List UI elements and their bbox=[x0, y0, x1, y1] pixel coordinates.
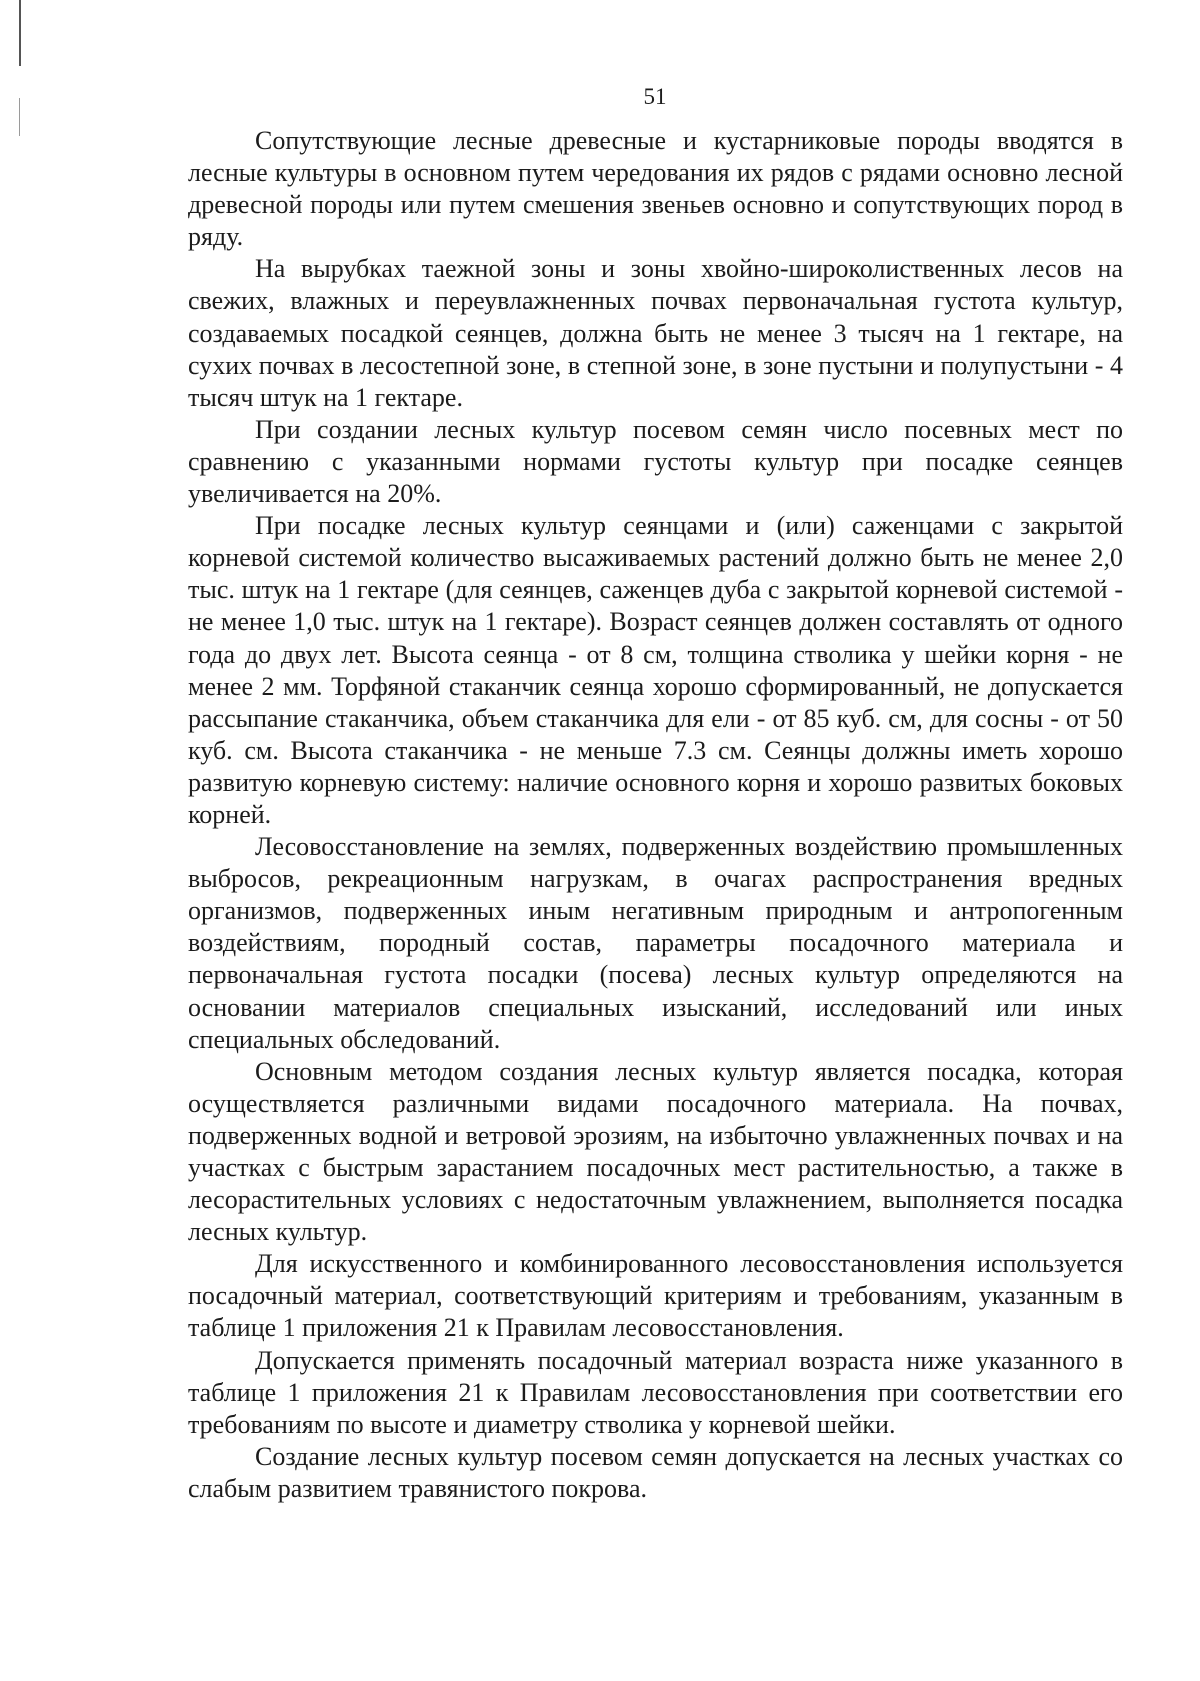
paragraph: Создание лесных культур посевом семян допускается на лесных участках со слабым развитием травянистого покрова. bbox=[188, 1441, 1123, 1503]
page-number: 51 bbox=[643, 84, 667, 109]
paragraph: Для искусственного и комбинированного лесовосстановления используется посадочный материал, соответствующий критериям и требованиям, указанным в таблице 1 приложения 21 к Правилам лесовосстановления. bbox=[188, 1249, 1123, 1343]
scan-edge-mark bbox=[19, 0, 21, 66]
paragraph: При посадке лесных культур сеянцами и (или) саженцами с закрытой корневой системой количество высаживаемых растений должно быть не менее 2,0 тыс. штук на 1 гектаре (для сеянцев, саженцев дуба с закрытой корневой системой - не менее 1,0 тыс. штук на 1 гектаре). Возраст сеянцев должен составлять от одного года до двух лет. Высота сеянца - от 8 см, толщина стволика у шейки корня - не менее 2 мм. Торфяной стаканчик сеянца хорошо сформированный, не допускается рассыпание стаканчика, объем стаканчика для ели - от 85 куб. см, для сосны - от 50 куб. см. Высота стаканчика - не меньше 7.3 см. Сеянцы должны иметь хорошо развитую корневую систему: наличие основного корня и хорошо развитых боковых корней. bbox=[188, 511, 1123, 829]
paragraph: При создании лесных культур посевом семян число посевных мест по сравнению с указанными нормами густоты культур при посадке сеянцев увеличивается на 20%. bbox=[188, 414, 1123, 509]
paragraph: Лесовосстановление на землях, подверженных воздействию промышленных выбросов, рекреационным нагрузкам, в очагах распространения вредных организмов, подверженных иным негативным природным и антропогенным воздействиям, породный состав, параметры посадочного материала и первоначальная густота посадки (посева) лесных культур определяются на основании материалов специальных изысканий, исследований или иных специальных обследований. bbox=[188, 832, 1123, 1054]
document-body bbox=[188, 125, 1123, 1505]
paragraph: На вырубках таежной зоны и зоны хвойно-широколиственных лесов на свежих, влажных и переувлажненных почвах первоначальная густота культур, создаваемых посадкой сеянцев, должна быть не менее 3 тысяч на 1 гектаре, на сухих почвах в лесостепной зоне, в степной зоне, в зоне пустыни и полупустыни - 4 тысяч штук на 1 гектаре. bbox=[188, 254, 1123, 412]
paragraph: Сопутствующие лесные древесные и кустарниковые породы вводятся в лесные культуры в основном путем чередования их рядов с рядами основно лесной древесной породы или путем смешения звеньев основно и сопутствующих пород в ряду. bbox=[188, 126, 1123, 252]
paragraph: Основным методом создания лесных культур является посадка, которая осуществляется различными видами посадочного материала. На почвах, подверженных водной и ветровой эрозиям, на избыточно увлажненных почвах и на участках с быстрым зарастанием посадочных мест растительностью, а также в лесорастительных условиях с недостаточным увлажнением, выполняется посадка лесных культур. bbox=[188, 1056, 1123, 1247]
paragraph: Допускается применять посадочный материал возраста ниже указанного в таблице 1 приложения 21 к Правилам лесовосстановления при соответствии его требованиям по высоте и диаметру стволика у корневой шейки. bbox=[188, 1345, 1123, 1439]
